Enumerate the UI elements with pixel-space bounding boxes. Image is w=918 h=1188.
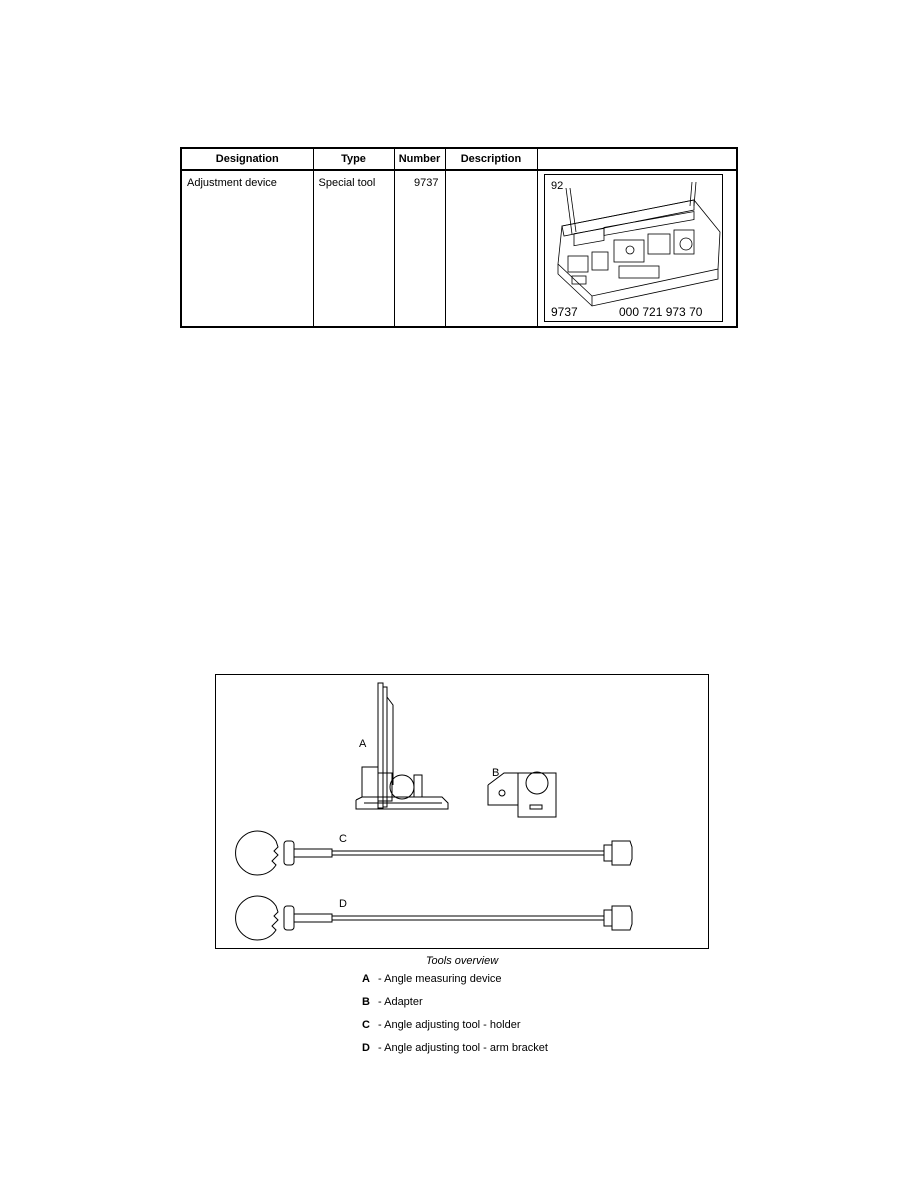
header-image [537, 148, 737, 170]
cell-designation: Adjustment device [181, 170, 313, 327]
header-type: Type [313, 148, 394, 170]
header-number: Number [394, 148, 445, 170]
legend-key: C [362, 1019, 370, 1031]
tools-overview-figure [215, 674, 709, 949]
figure-caption: Tools overview [425, 955, 499, 967]
angle-measuring-device-drawing [356, 683, 448, 809]
legend-item [362, 1019, 548, 1042]
label-a: A [359, 738, 367, 750]
legend-text: - Angle adjusting tool - arm bracket [378, 1042, 548, 1054]
legend-item [362, 973, 548, 996]
figure-legend [362, 973, 548, 1065]
image-corner-label: 92 [550, 180, 563, 192]
cell-number: 9737 [394, 170, 445, 327]
label-d: D [339, 898, 347, 910]
legend-text: - Adapter [378, 996, 423, 1008]
special-tools-table [180, 147, 738, 328]
cell-image [537, 170, 737, 327]
legend-text: - Angle measuring device [378, 973, 502, 985]
label-c: C [339, 833, 347, 845]
table-header-row [181, 148, 737, 170]
label-b: B [492, 767, 500, 779]
image-part-number: 000 721 973 70 [618, 305, 702, 319]
cell-type: Special tool [313, 170, 394, 327]
legend-item [362, 996, 548, 1019]
legend-key: B [362, 996, 370, 1008]
table-row [181, 170, 737, 327]
image-tool-number: 9737 [550, 305, 578, 319]
angle-adjusting-holder-drawing [236, 831, 632, 875]
angle-adjusting-arm-bracket-drawing [236, 896, 632, 940]
legend-item [362, 1042, 548, 1065]
header-designation: Designation [181, 148, 313, 170]
adjustment-device-case-illustration [544, 174, 723, 322]
tools-overview-illustration [216, 675, 708, 948]
legend-key: D [362, 1042, 370, 1054]
legend-text: - Angle adjusting tool - holder [378, 1019, 521, 1031]
cell-description [445, 170, 537, 327]
legend-key: A [362, 973, 370, 985]
header-description: Description [445, 148, 537, 170]
